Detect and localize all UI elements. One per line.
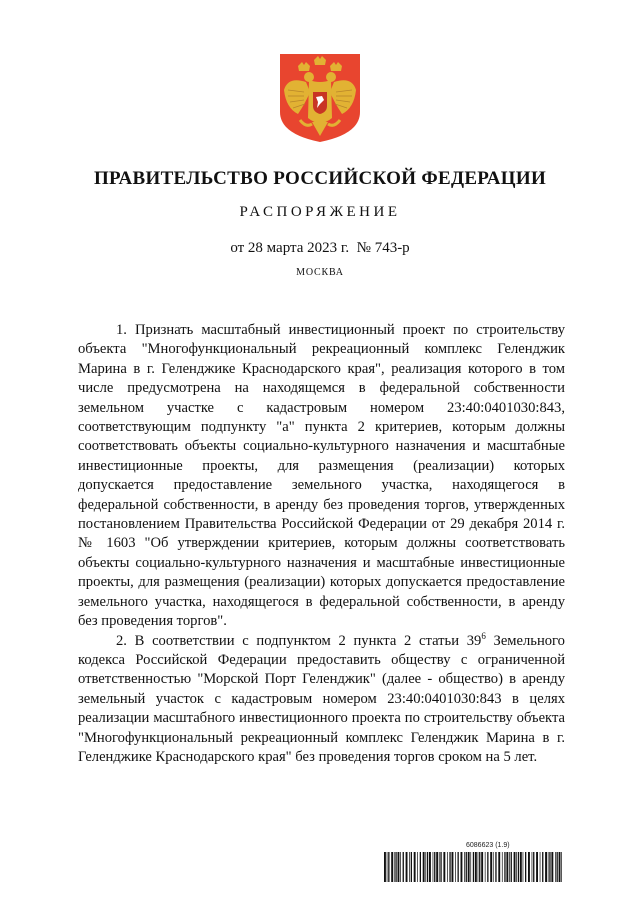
russian-coat-of-arms-icon xyxy=(276,52,364,144)
document-city: МОСКВА xyxy=(296,267,344,278)
paragraph-2-start: 2. В соответствии с подпунктом 2 пункта 2 статьи 39 xyxy=(116,632,482,649)
paragraph-2 xyxy=(78,632,565,768)
document-code: 6086623 (1.9) xyxy=(466,842,510,849)
document-date-number: от 28 марта 2023 г. № 743-р xyxy=(230,240,410,256)
document-type: РАСПОРЯЖЕНИЕ xyxy=(239,204,401,220)
document-body xyxy=(78,321,565,767)
barcode-icon xyxy=(384,852,564,882)
government-title: ПРАВИТЕЛЬСТВО РОССИЙСКОЙ ФЕДЕРАЦИИ xyxy=(93,168,547,189)
paragraph-2-end: Земельного кодекса Российской Федерации предоставить обществу с ограниченной ответственностью "Морской Порт Геленджик" (далее - общество) в аренду земельный участок с кадастровым номером 23:40:0401030:843 в целях реализации масштабного инвестиционного проекта по строительству объекта "Многофункциональный рекреационный комплекс Геленджик Марина в г. Геленджике Краснодарского края" без проведения торгов сроком на 5 лет. xyxy=(78,632,565,765)
paragraph-1: 1. Признать масштабный инвестиционный проект по строительству объекта "Многофункциональный рекреационный комплекс Геленджик Марина в г. Геленджике Краснодарского края", реализация которого в том числе предусмотрена на находящемся в федеральной собственности земельном участке с кадастровым номером 23:40:0401030:843, соответствующим подпункту "а" пункта 2 критериев, которым должны соответствовать объекты социально-культурного назначения и масштабные инвестиционные проекты, для размещения (реализации) которых допускается предоставление земельного участка, находящегося в федеральной собственности, в аренду без проведения торгов, утвержденных постановлением Правительства Российской Федерации от 29 декабря 2014 г. № 1603 "Об утверждении критериев, которым должны соответствовать объекты социально-культурного назначения и масштабные инвестиционные проекты, для размещения (реализации) которых допускается предоставление земельного участка, находящегося в федеральной собственности, в аренду без проведения торгов". xyxy=(78,322,565,630)
article-superscript: 6 xyxy=(481,630,486,641)
